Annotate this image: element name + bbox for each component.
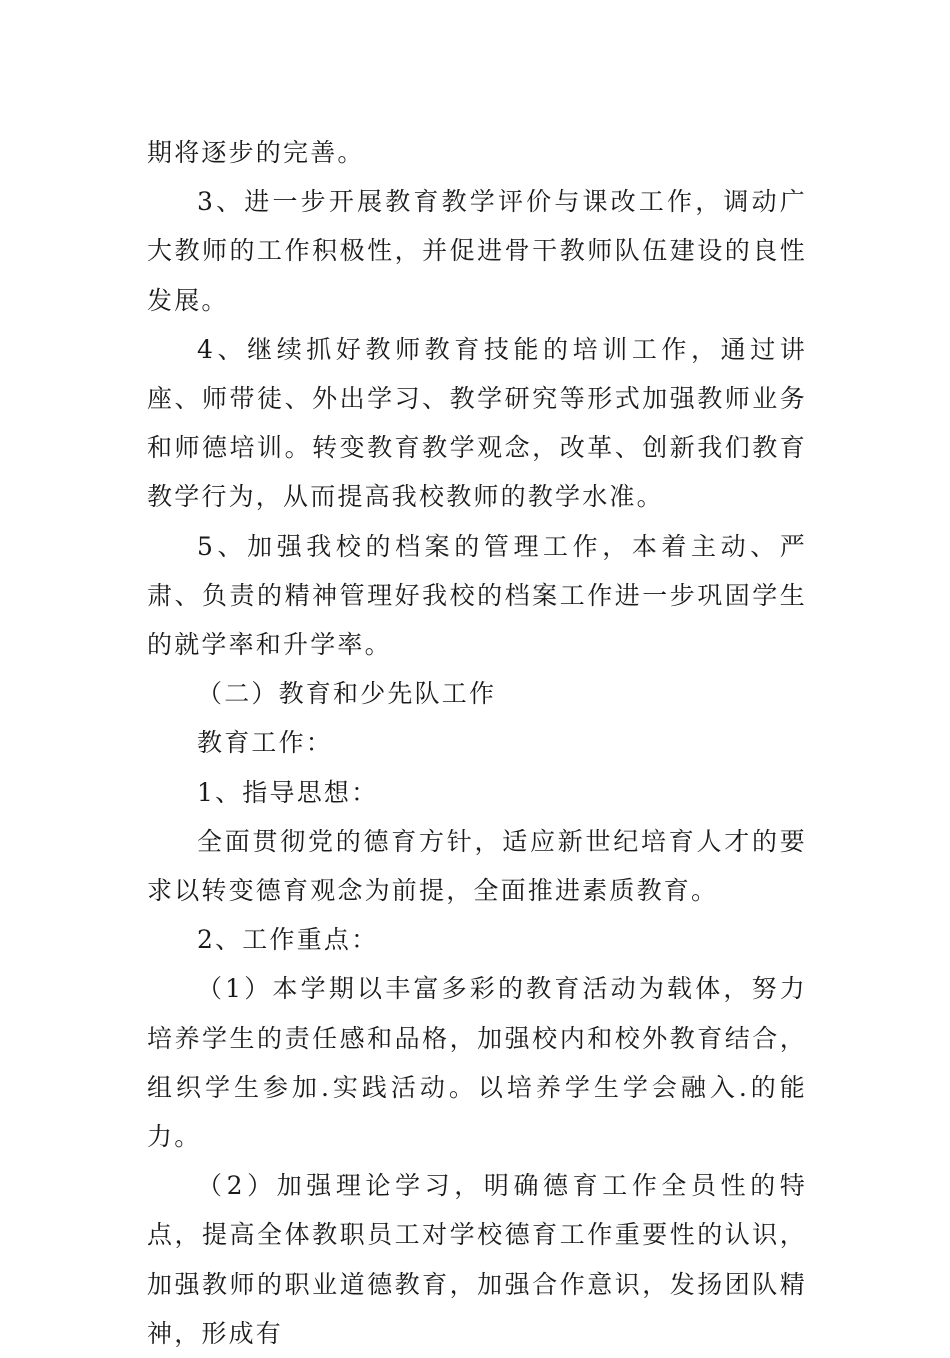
- paragraph-item-4: 4、继续抓好教师教育技能的培训工作，通过讲座、师带徒、外出学习、教学研究等形式加强教师业务和师德培训。转变教育教学观念，改革、创新我们教育教学行为，从而提高我校教师的教学水准。: [147, 334, 807, 512]
- focus-item-2: （2）加强理论学习，明确德育工作全员性的特点，提高全体教职员工对学校德育工作重要性的认识，加强教师的职业道德教育，加强合作意识，发扬团队精神，形成有: [147, 1171, 807, 1348]
- point-heading-2: 2、工作重点：: [197, 925, 379, 955]
- paragraph-item-5: 5、加强我校的档案的管理工作，本着主动、严肃、负责的精神管理好我校的档案工作进一步巩固学生的就学率和升学率。: [147, 531, 807, 660]
- focus-item-1: （1）本学期以丰富多彩的教育活动为载体，努力培养学生的责任感和品格，加强校内和校外教育结合，组织学生参加.实践活动。以培养学生学会融入.的能力。: [147, 974, 807, 1152]
- paragraph-item-3: 3、进一步开展教育教学评价与课改工作，调动广大教师的工作积极性，并促进骨干教师队伍建设的良性发展。: [147, 187, 807, 315]
- point-heading-1: 1、指导思想：: [197, 777, 379, 807]
- document-body: [147, 128, 807, 1358]
- subsection-heading: 教育工作：: [197, 728, 334, 758]
- paragraph-continuation: 期将逐步的完善。: [147, 138, 365, 167]
- guiding-ideology-text: 全面贯彻党的德育方针，适应新世纪培育人才的要求以转变德育观念为前提，全面推进素质教育。: [147, 826, 807, 906]
- section-heading: （二）教育和少先队工作: [197, 679, 497, 709]
